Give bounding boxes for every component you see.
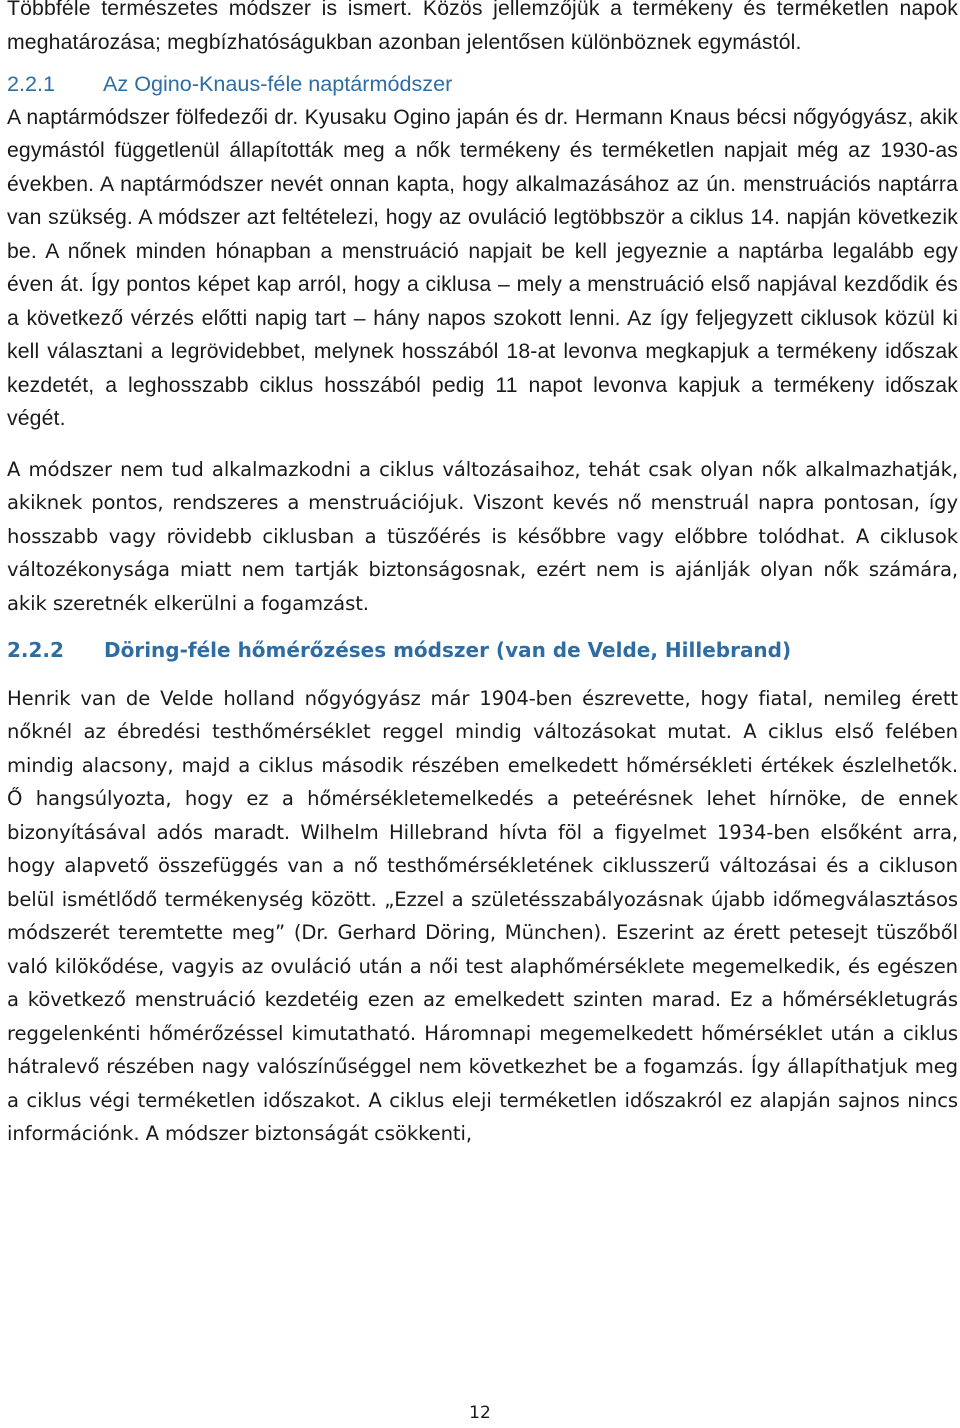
document-page bbox=[7, 0, 958, 1151]
paragraph-spacer bbox=[7, 436, 958, 453]
paragraph-ogino-knaus-limitations: A módszer nem tud alkalmazkodni a ciklus változásaihoz, tehát csak olyan nők alkalmazhatják, akiknek pontos, rendszeres a menstruációjuk. Viszont kevés nő menstruál napra pontosan, így hosszabb vagy rövidebb ciklusban a tüszőérés is későbbre vagy előbbre tolódhat. A ciklusok változékonysága miatt nem tartják biztonságosnak, ezért nem is ajánlják olyan nők számára, akik szeretnék elkerülni a fogamzást. bbox=[7, 457, 958, 615]
section-title: Az Ogino-Knaus-féle naptármódszer bbox=[103, 71, 453, 96]
paragraph-doring-method: Henrik van de Velde holland nőgyógyász már 1904-ben észrevette, hogy fiatal, nemileg érett nőknél az ébredési testhőmérséklet reggel mindig változásokat mutat. A ciklus első felében mindig alacsony, majd a ciklus második részében emelkedett hőmérsékleti értékek észlelhetők. Ő hangsúlyozta, hogy ez a hőmérsékletemelkedés a peteérésnek lehet hírnöke, de ennek bizonyításával adós maradt. Wilhelm Hillebrand hívta föl a figyelmet 1934-ben elsőként arra, hogy alapvető összefüggés van a nő testhőmérsékletének ciklusszerű változásai és a cikluson belül ismétlődő termékenység között. „Ezzel a születésszabályozásnak újabb időmegválasztásos módszerét teremtette meg” (Dr. Gerhard Döring, München). Eszerint az érett petesejt tüszőből való kilökődése, vagyis az ovuláció után a női test alaphőmérséklete megemelkedik, és egészen a következő menstruáció kezdetéig ezen az emelkedett szinten marad. Ez a hőmérsékletugrás reggelenkénti hőmérőzéssel kimutatható. Háromnapi megemelkedett hőmérséklet után a ciklus hátralevő részében nagy valószínűséggel nem következhet be a fogamzás. Így állapíthatjuk meg a ciklus végi terméketlen időszakot. A ciklus eleji terméketlen időszakról ez alapján sajnos nincs információnk. A módszer biztonságát csökkenti, bbox=[7, 686, 958, 1145]
page-number: 12 bbox=[469, 1403, 491, 1423]
paragraph-spacer bbox=[7, 668, 958, 682]
paragraph-intro: Többféle természetes módszer is ismert. Közös jellemzőjük a termékeny és terméketlen napok meghatározása; megbízhatóságukban azonban jelentősen különböznek egymástól. bbox=[7, 0, 958, 54]
section-title: Döring-féle hőmérőzéses módszer (van de Velde, Hillebrand) bbox=[104, 638, 792, 662]
section-number: 2.2.2 bbox=[7, 638, 64, 662]
section-heading-ogino-knaus bbox=[7, 67, 958, 101]
paragraph-ogino-knaus-method: A naptármódszer fölfedezői dr. Kyusaku Ogino japán és dr. Hermann Knaus bécsi nőgyógyász, akik egymástól függetlenül állapították meg a nők termékeny és terméketlen napjait még az 1930-as években. A naptármódszer nevét onnan kapta, hogy alkalmazásához az ún. menstruációs naptárra van szükség. A módszer azt feltételezi, hogy az ovuláció legtöbbször a ciklus 14. napján következik be. A nőnek minden hónapban a menstruáció napjait be kell jegyeznie a naptárba legalább egy éven át. Így pontos képet kap arról, hogy a ciklusa – mely a menstruáció első napjával kezdődik és a következő vérzés előtti napig tart – hány napos szokott lenni. Az így feljegyzett ciklusok közül ki kell választani a legrövidebbet, melynek hosszából 18-at levonva megkapjuk a termékeny időszak kezdetét, a leghosszabb ciklus hosszából pedig 11 napot levonva kapjuk a termékeny időszak végét. bbox=[7, 105, 958, 430]
section-number: 2.2.1 bbox=[7, 71, 56, 96]
section-heading-doring bbox=[7, 634, 958, 668]
